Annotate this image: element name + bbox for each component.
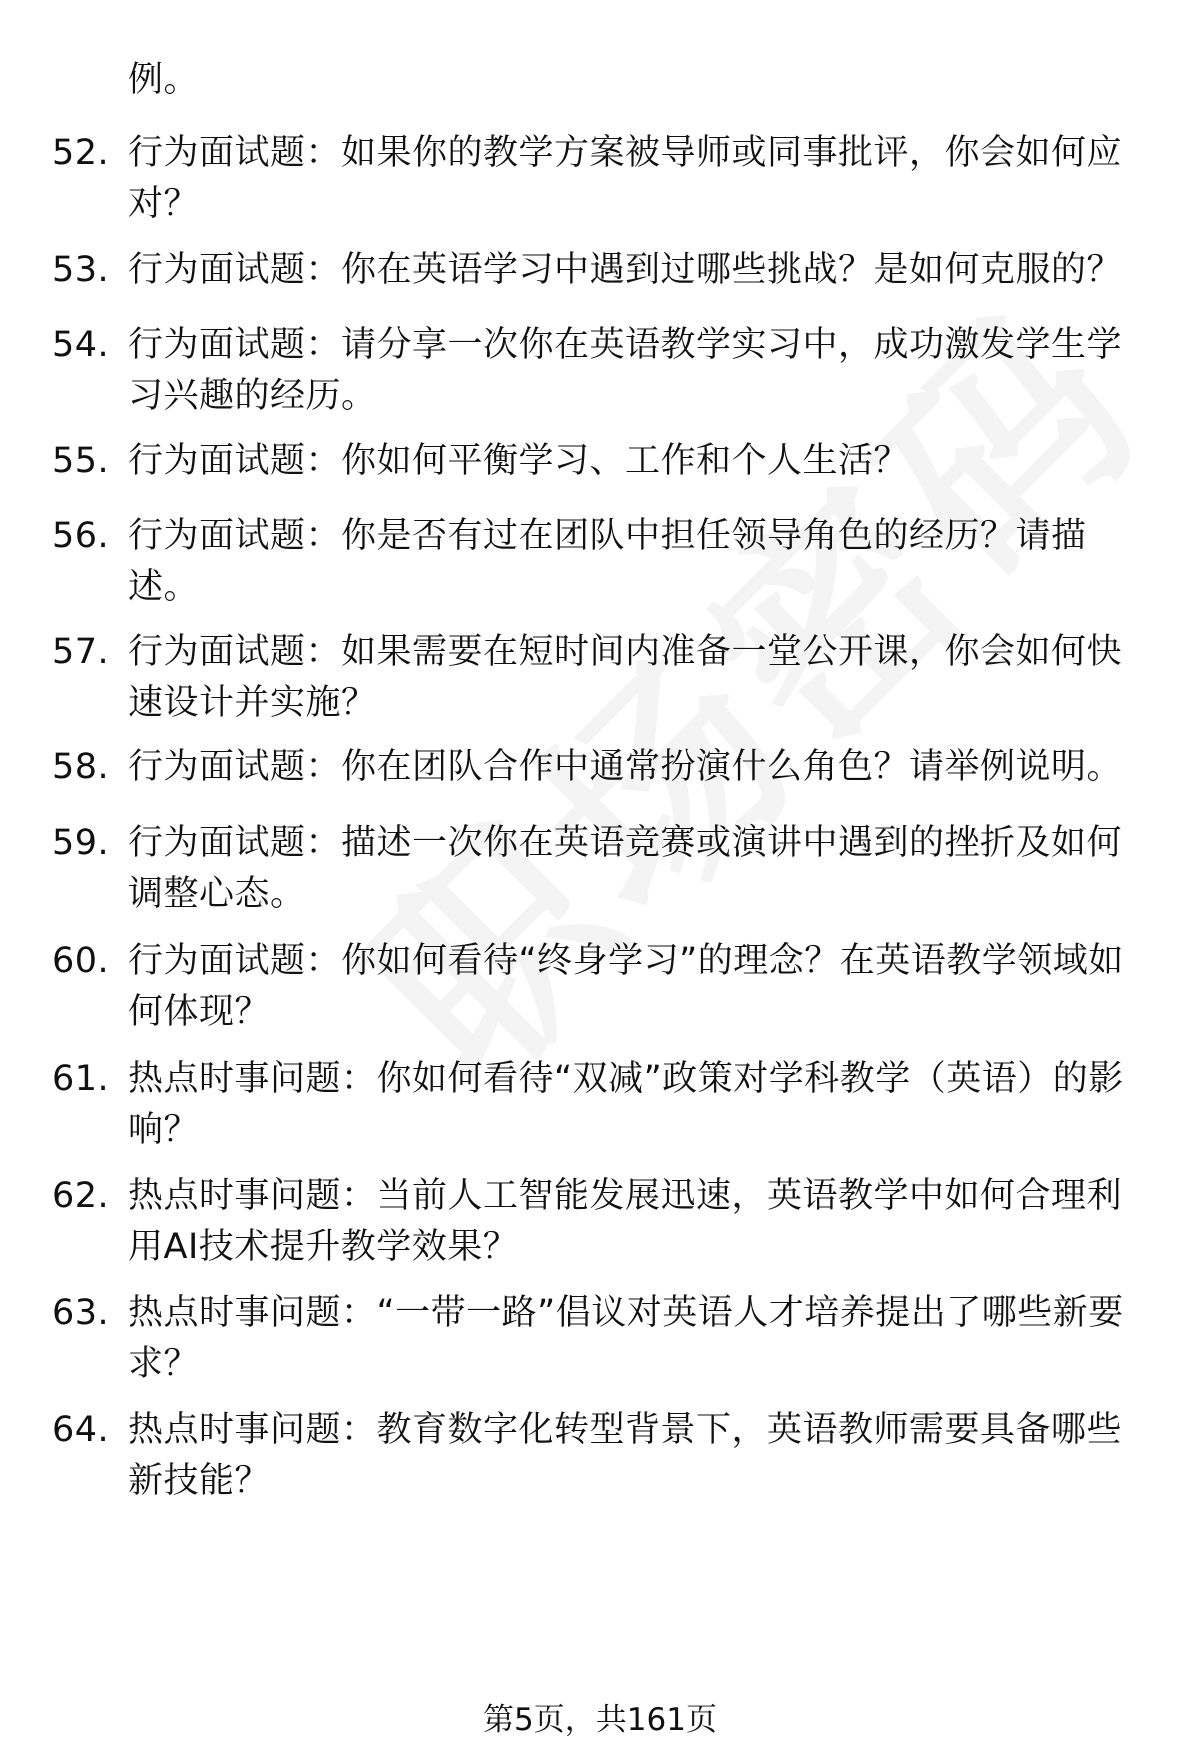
item-text: 行为面试题：你如何平衡学习、工作和个人生活？ [128, 441, 910, 481]
item-text: 行为面试题：请分享一次你在英语教学实习中，成功激发学生学习兴趣的经历。 [128, 325, 1123, 416]
item-number: 54. [52, 325, 110, 365]
list-item [52, 511, 1142, 613]
item-number: 60. [52, 941, 110, 981]
item-text: 热点时事问题：教育数字化转型背景下，英语教师需要具备哪些新技能？ [128, 1410, 1123, 1501]
list-item [52, 436, 1142, 487]
item-number: 61. [52, 1059, 110, 1099]
list-item [52, 742, 1142, 793]
item-text: 行为面试题：你在团队合作中通常扮演什么角色？请举例说明。 [128, 747, 1123, 787]
item-text: 热点时事问题：“一带一路”倡议对英语人才培养提出了哪些新要求？ [128, 1293, 1124, 1384]
list-item [52, 245, 1142, 296]
list-item [52, 1054, 1142, 1156]
item-number: 52. [52, 133, 110, 173]
item-number: 64. [52, 1410, 110, 1450]
item-number: 62. [52, 1176, 110, 1216]
item-number: 56. [52, 516, 110, 556]
item-text: 热点时事问题：当前人工智能发展迅速，英语教学中如何合理利用AI技术提升教学效果？ [128, 1176, 1123, 1267]
item-number: 63. [52, 1293, 110, 1333]
item-number: 57. [52, 632, 110, 672]
item-number: 58. [52, 747, 110, 787]
continuation-text: 例。 [128, 60, 200, 100]
item-text: 行为面试题：如果你的教学方案被导师或同事批评，你会如何应对？ [128, 133, 1123, 224]
item-number: 53. [52, 250, 110, 290]
list-item [52, 1171, 1142, 1273]
item-text: 行为面试题：描述一次你在英语竞赛或演讲中遇到的挫折及如何调整心态。 [128, 823, 1123, 914]
item-number: 55. [52, 441, 110, 481]
continuation-paragraph [52, 55, 1142, 106]
item-text: 热点时事问题：你如何看待“双减”政策对学科教学（英语）的影响？ [128, 1059, 1124, 1150]
item-text: 行为面试题：你如何看待“终身学习”的理念？在英语教学领域如何体现？ [128, 941, 1124, 1032]
list-item [52, 627, 1142, 729]
item-text: 行为面试题：如果需要在短时间内准备一堂公开课，你会如何快速设计并实施？ [128, 632, 1123, 723]
list-item [52, 128, 1142, 230]
list-item [52, 320, 1142, 422]
item-number: 59. [52, 823, 110, 863]
list-item [52, 1288, 1142, 1390]
list-item [52, 936, 1142, 1038]
item-text: 行为面试题：你是否有过在团队中担任领导角色的经历？请描述。 [128, 516, 1087, 607]
list-item [52, 818, 1142, 920]
page-footer: 第5页，共161页 [483, 1702, 717, 1738]
item-text: 行为面试题：你在英语学习中遇到过哪些挑战？是如何克服的？ [128, 250, 1123, 290]
list-item [52, 1405, 1142, 1507]
